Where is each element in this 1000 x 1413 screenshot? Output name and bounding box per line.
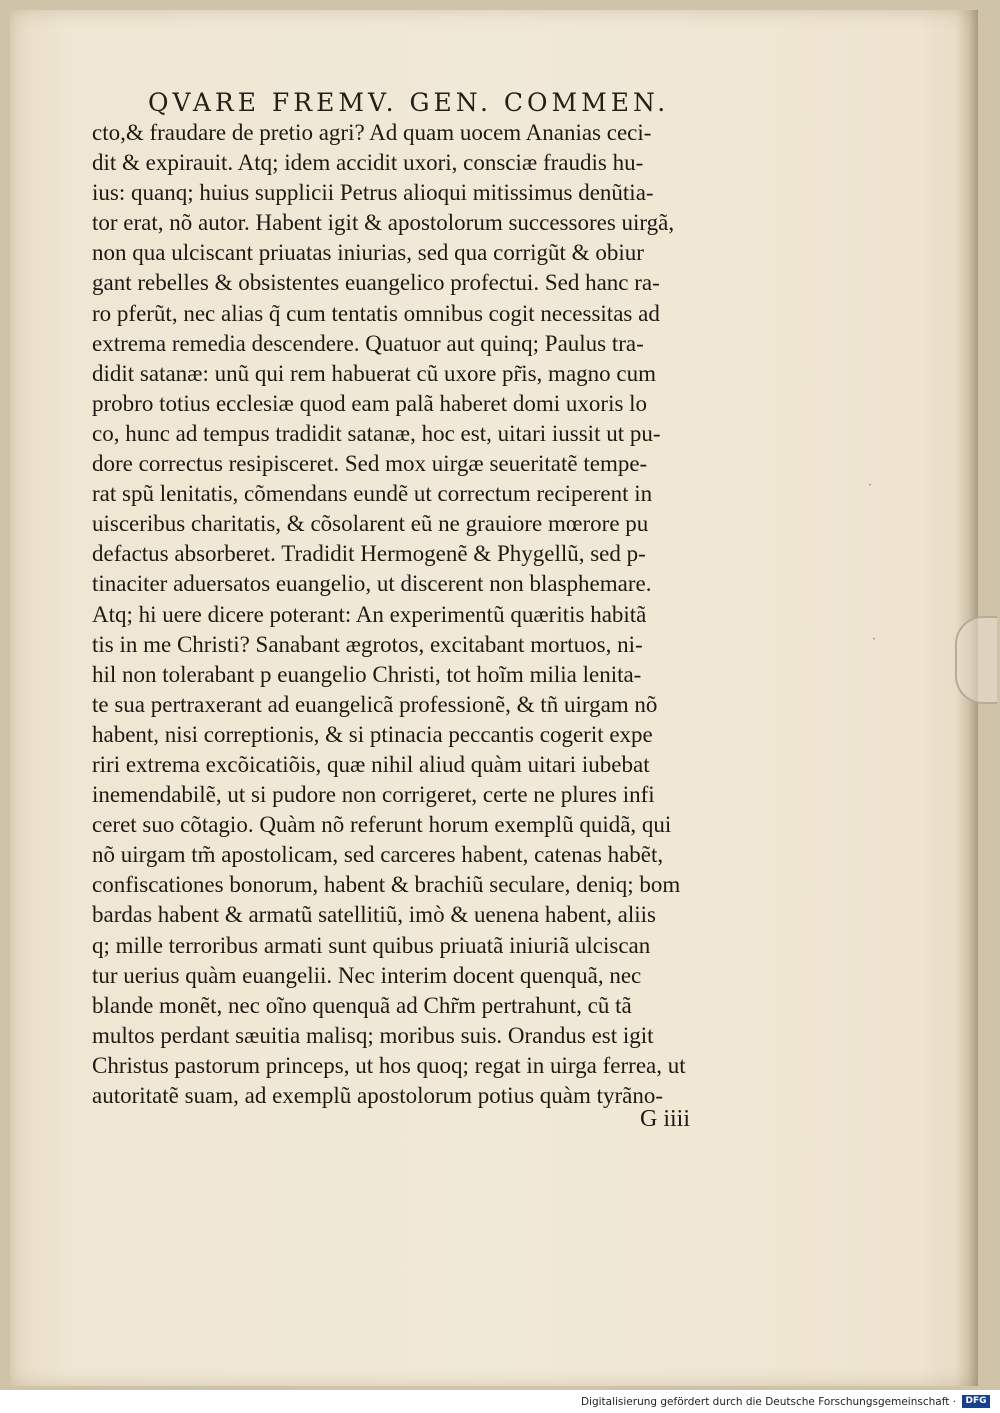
text-line: Atq; hi uere dicere poterant: An experimentũ quæritis habitã [92, 601, 647, 627]
latin-text-block [92, 118, 792, 1111]
text-line: cto,& fraudare de pretio agri? Ad quam uocem Ananias ceci- [92, 120, 652, 145]
text-line: confiscationes bonorum, habent & brachiũ seculare, deniq; bom [92, 872, 681, 898]
text-line: ius: quanq; huius supplicii Petrus alioqui mitissimus denũtia- [92, 180, 654, 206]
text-line: co, hunc ad tempus tradidit satanæ, hoc est, uitari iussit ut pu- [92, 420, 661, 446]
text-line: q; mille terroribus armati sunt quibus priuatã iniuriã ulciscan [92, 932, 651, 958]
text-line: te sua pertraxerant ad euangelicã professionẽ, & tñ uirgam nõ [92, 691, 658, 717]
text-line: defactus absorberet. Tradidit Hermogenẽ & Phygellũ, sed p- [92, 541, 646, 567]
page-clip-tab [955, 616, 997, 704]
dfg-logo: DFG [962, 1395, 990, 1408]
text-line: rat spũ lenitatis, cõmendans eundẽ ut correctum reciperent in [92, 481, 653, 507]
text-line: non qua ulciscant priuatas iniurias, sed qua corrigũt & obiur [92, 240, 644, 266]
text-line: autoritatẽ suam, ad exemplũ apostolorum potius quàm tyrãno- [92, 1083, 664, 1108]
text-line: dore correctus resipisceret. Sed mox uirgæ seueritatẽ tempe- [92, 451, 648, 477]
signature-mark: G iiii [640, 1106, 691, 1132]
text-line: blande monẽt, nec oĩno quenquã ad Chr̃m pertrahunt, cũ tã [92, 992, 632, 1018]
text-line: tur uerius quàm euangelii. Nec interim docent quenquã, nec [92, 962, 642, 988]
text-line: extrema remedia descendere. Quatuor aut quinq; Paulus tra- [92, 330, 644, 356]
text-line: bardas habent & armatũ satellitiũ, imò & uenena habent, aliis [92, 902, 656, 928]
text-line: riri extrema excõicatiõis, quæ nihil aliud quàm uitari iubebat [92, 751, 650, 777]
text-line: gant rebelles & obsistentes euangelico profectui. Sed hanc ra- [92, 270, 660, 296]
text-line: nõ uirgam tm̃ apostolicam, sed carceres habent, catenas habẽt, [92, 842, 664, 868]
text-line: dit & expirauit. Atq; idem accidit uxori, consciæ fraudis hu- [92, 150, 644, 176]
text-line: habent, nisi correptionis, & si ptinacia peccantis cogerit expe [92, 721, 653, 747]
text-line: probro totius ecclesiæ quod eam palã haberet domi uxoris lo [92, 390, 648, 416]
funding-credit: Digitalisierung gefördert durch die Deutsche Forschungsgemeinschaft · [580, 1396, 956, 1408]
text-line: multos perdant sæuitia malisq; moribus suis. Orandus est igit [92, 1022, 654, 1048]
text-line: tinaciter aduersatos euangelio, ut discerent non blasphemare. [92, 571, 652, 597]
text-line: tor erat, nõ autor. Habent igit & apostolorum successores uirgã, [92, 210, 675, 236]
text-line: inemendabilẽ, ut si pudore non corrigeret, certe ne plures infi [92, 782, 655, 808]
running-head: QVARE FREMV. GEN. COMMEN. [148, 88, 670, 117]
text-line: tis in me Christi? Sanabant ægrotos, excitabant mortuos, ni- [92, 631, 643, 657]
margin-mark-middle: · [872, 632, 876, 646]
text-line: didit satanæ: unũ qui rem habuerat cũ uxore pr̃is, magno cum [92, 360, 657, 386]
text-line: ceret suo cõtagio. Quàm nõ referunt horum exemplũ quidã, qui [92, 812, 672, 838]
text-line: uisceribus charitatis, & cõsolarent eũ ne grauiore mœrore pu [92, 511, 649, 537]
text-line: hil non tolerabant p euangelio Christi, tot hoĩm milia lenita- [92, 661, 642, 687]
text-line: Christus pastorum princeps, ut hos quoq; regat in uirga ferrea, ut [92, 1052, 686, 1078]
margin-mark-top: · [868, 478, 872, 492]
text-line: ro pferũt, nec alias q̃ cum tentatis omnibus cogit necessitas ad [92, 300, 660, 326]
